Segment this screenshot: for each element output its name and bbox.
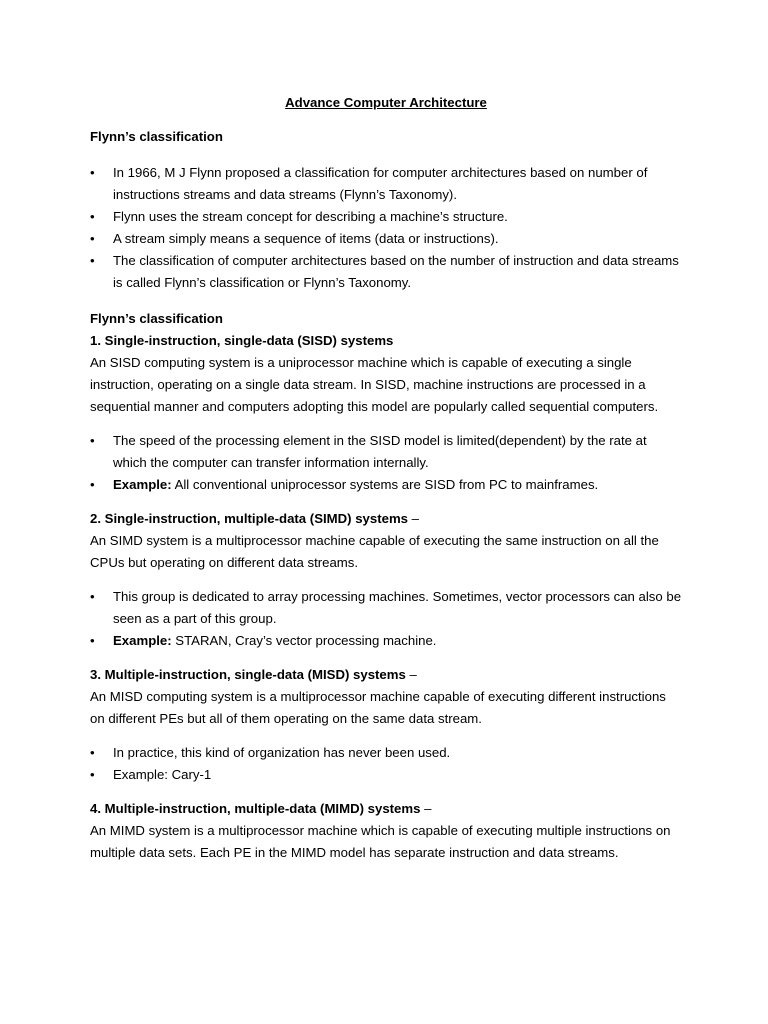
- mimd-heading: 4. Multiple-instruction, multiple-data (MIMD) systems: [90, 801, 421, 816]
- misd-example-text: Example: Cary-1: [113, 767, 212, 782]
- mimd-body: An MIMD system is a multiprocessor machine which is capable of executing multiple instructions on multiple data sets. Each PE in the MIMD model has separate instruction and data streams.: [90, 823, 671, 860]
- intro-bullet-item: [90, 228, 682, 250]
- misd-bullet-item: [90, 742, 682, 764]
- bullet-icon: •: [90, 745, 95, 760]
- simd-bullet-text: This group is dedicated to array processing machines. Sometimes, vector processors can also be seen as a part of this group.: [113, 589, 682, 626]
- simd-bullet-list: [90, 586, 682, 652]
- document-title: Advance Computer Architecture: [285, 95, 487, 110]
- simd-heading: 2. Single-instruction, multiple-data (SIMD) systems: [90, 511, 409, 526]
- intro-bullet-text: Flynn uses the stream concept for describing a machine’s structure.: [113, 209, 508, 224]
- misd-bullet-text: In practice, this kind of organization has never been used.: [113, 745, 451, 760]
- sisd-bullet-item: [90, 430, 682, 474]
- bullet-icon: •: [90, 477, 95, 492]
- bullet-icon: •: [90, 633, 95, 648]
- misd-heading-dash: –: [405, 667, 417, 682]
- misd-heading: 3. Multiple-instruction, single-data (MISD) systems: [90, 667, 406, 682]
- intro-heading: Flynn’s classification: [90, 129, 223, 144]
- misd-example-item: [90, 764, 682, 786]
- intro-bullet-item: [90, 162, 682, 206]
- simd-example-label: Example:: [113, 633, 172, 648]
- sisd-bullet-text: The speed of the processing element in the SISD model is limited(dependent) by the rate at which the computer can transfer information internally.: [113, 433, 647, 470]
- sisd-heading: 1. Single-instruction, single-data (SISD) systems: [90, 333, 394, 348]
- simd-example-item: [90, 630, 682, 652]
- intro-bullet-item: [90, 206, 682, 228]
- bullet-icon: •: [90, 589, 95, 604]
- sisd-example-label: Example:: [113, 477, 172, 492]
- bullet-icon: •: [90, 209, 95, 224]
- mimd-heading-line: [90, 798, 682, 820]
- intro-bullet-text: A stream simply means a sequence of items (data or instructions).: [113, 231, 499, 246]
- mimd-heading-dash: –: [420, 801, 432, 816]
- sisd-bullet-list: [90, 430, 682, 496]
- sisd-body: An SISD computing system is a uniprocessor machine which is capable of executing a single instruction, operating on a single data stream. In SISD, machine instructions are processed in a sequential manner and computers adopting this model are popularly called sequential computers.: [90, 355, 659, 414]
- document-content: [90, 92, 682, 864]
- simd-bullet-item: [90, 586, 682, 630]
- misd-heading-line: [90, 664, 682, 686]
- simd-example-text: STARAN, Cray’s vector processing machine.: [171, 633, 437, 648]
- simd-body: An SIMD system is a multiprocessor machine capable of executing the same instruction on all the CPUs but operating on different data streams.: [90, 533, 659, 570]
- simd-heading-line: [90, 508, 682, 530]
- intro-bullet-list: [90, 162, 682, 294]
- misd-bullet-list: [90, 742, 682, 786]
- bullet-icon: •: [90, 433, 95, 448]
- simd-heading-dash: –: [408, 511, 420, 526]
- bullet-icon: •: [90, 165, 95, 180]
- intro-bullet-text: The classification of computer architectures based on the number of instruction and data streams is called Flynn’s classification or Flynn’s Taxonomy.: [113, 253, 679, 290]
- section-heading: Flynn’s classification: [90, 311, 223, 326]
- misd-body: An MISD computing system is a multiprocessor machine capable of executing different instructions on different PEs but all of them operating on the same data stream.: [90, 689, 666, 726]
- bullet-icon: •: [90, 231, 95, 246]
- bullet-icon: •: [90, 767, 95, 782]
- intro-bullet-text: In 1966, M J Flynn proposed a classification for computer architectures based on number of instructions streams and data streams (Flynn’s Taxonomy).: [113, 165, 648, 202]
- sisd-example-text: All conventional uniprocessor systems are SISD from PC to mainframes.: [171, 477, 599, 492]
- intro-bullet-item: [90, 250, 682, 294]
- sisd-example-item: [90, 474, 682, 496]
- bullet-icon: •: [90, 253, 95, 268]
